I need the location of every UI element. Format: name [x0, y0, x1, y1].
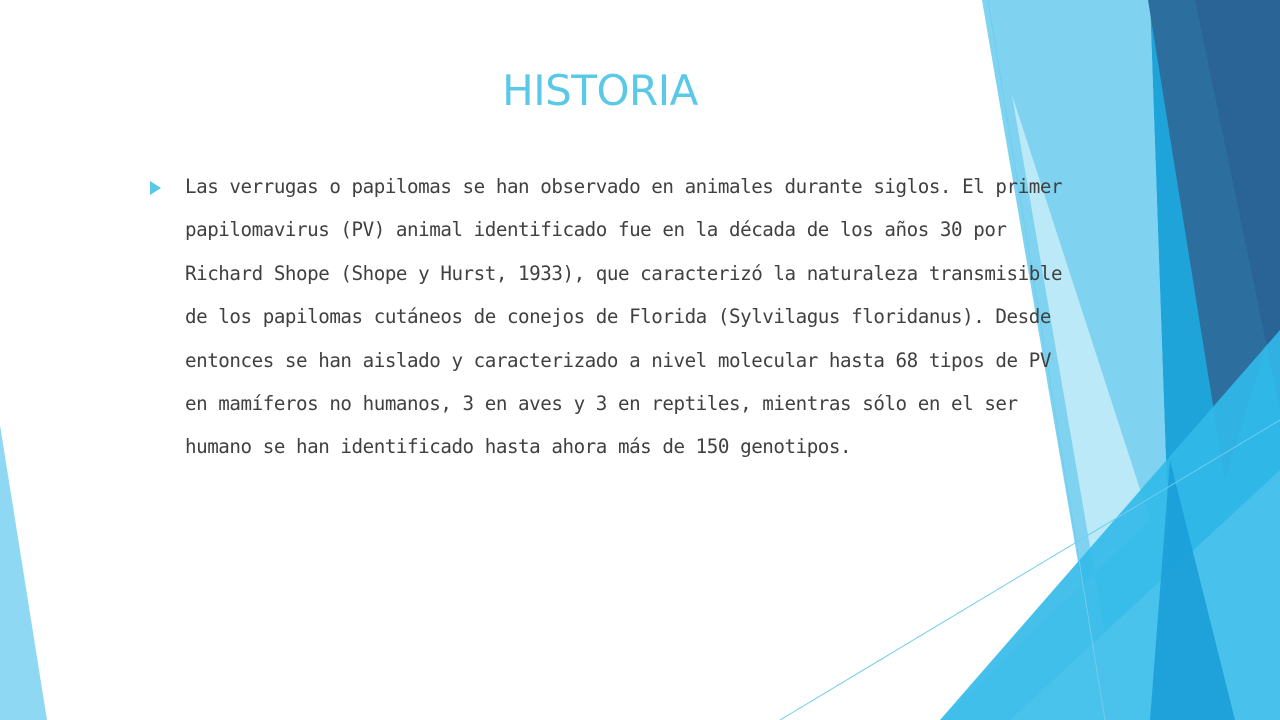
bullet-list [150, 165, 1063, 469]
left-facet [0, 425, 47, 720]
bullet-text: Las verrugas o papilomas se han observado en animales durante siglos. El primer papilomavirus (PV) animal identificado fue en la década de los años 30 por Richard Shope (Shope y Hurst, 1933), que caracterizó la naturaleza transmisible de los papilomas cutáneos de conejos de Florida (Sylvilagus floridanus). Desde entonces se han aislado y caracterizado a nivel molecular hasta 68 tipos de PV en mamíferos no humanos, 3 en aves y 3 en reptiles, mientras sólo en el ser humano se han identificado hasta ahora más de 150 genotipos. [185, 175, 1063, 459]
page-title: HISTORIA [502, 66, 698, 115]
triangle-bullet-icon [150, 181, 161, 195]
